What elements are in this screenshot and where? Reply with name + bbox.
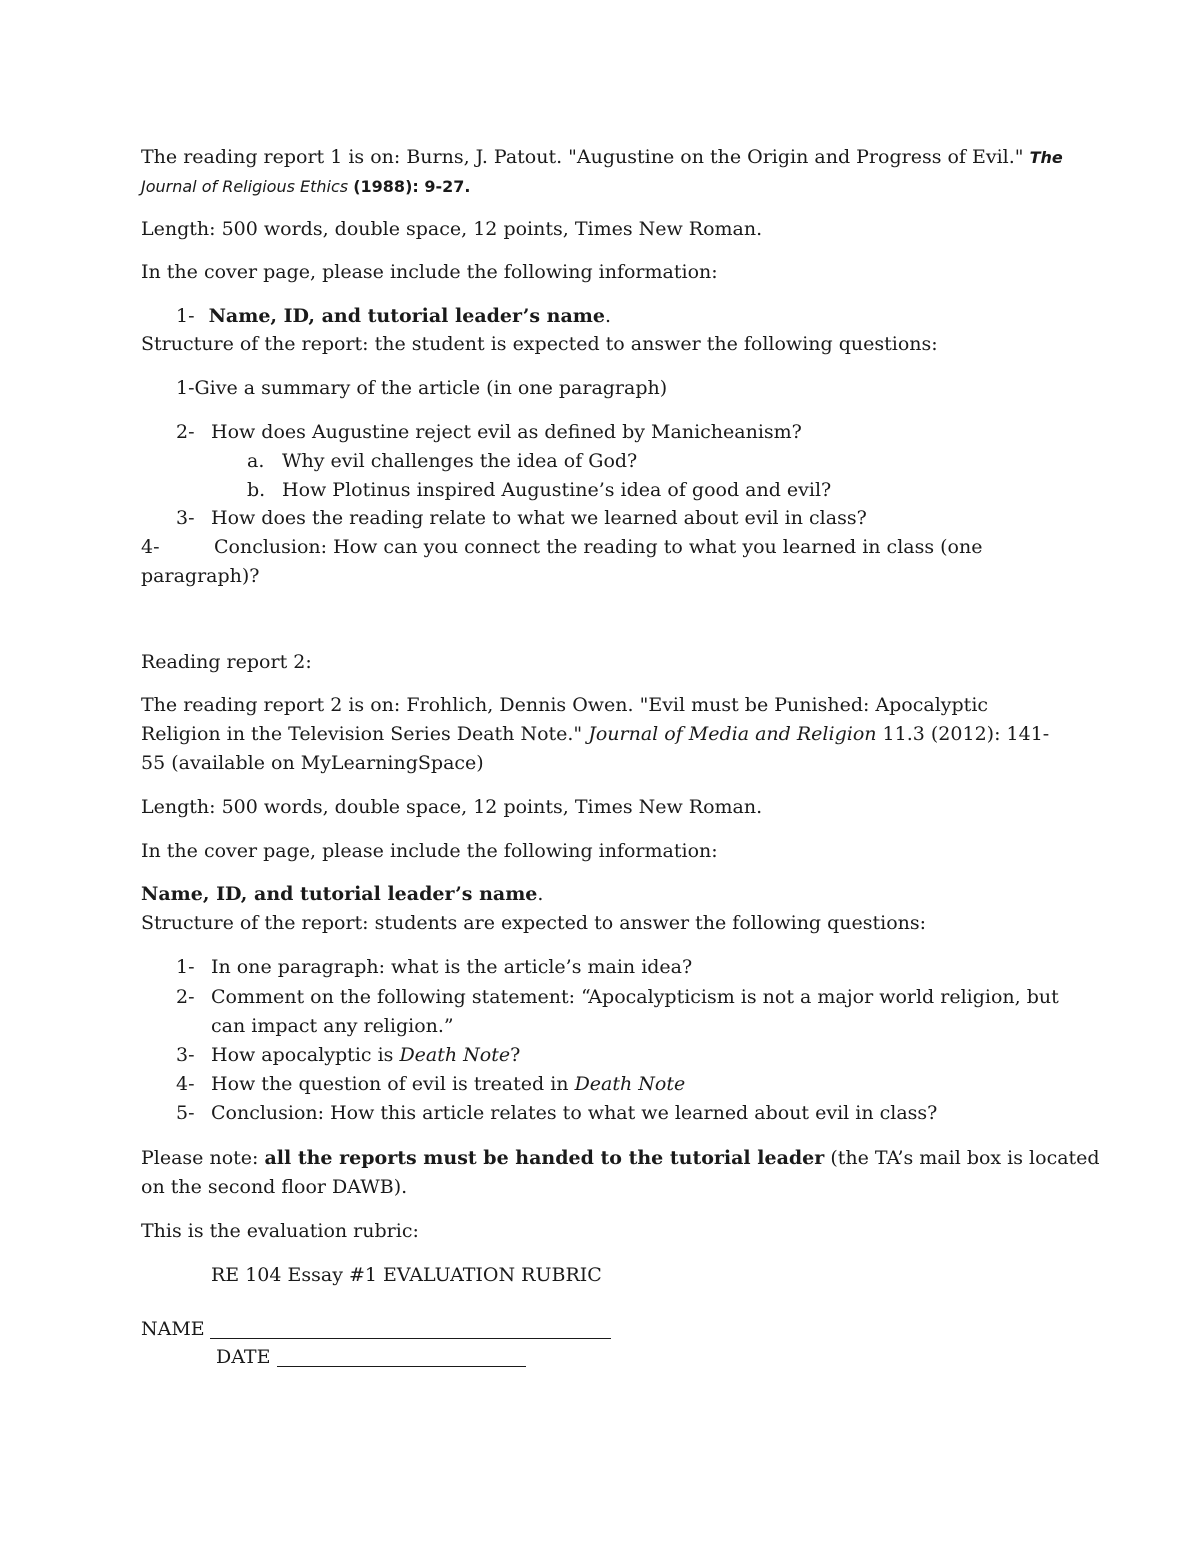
report1-cover-item — [176, 304, 611, 328]
list-number: 4- — [141, 536, 160, 558]
report1-length: Length: 500 words, double space, 12 points, Times New Roman. — [141, 218, 763, 240]
date-field-label: DATE — [216, 1346, 271, 1368]
note-line2: on the second floor DAWB). — [141, 1176, 408, 1198]
citation-text: Religion in the Television Series Death Note." — [141, 723, 583, 745]
rubric-title: RE 104 Essay #1 EVALUATION RUBRIC — [211, 1264, 602, 1286]
report1-cover-intro: In the cover page, please include the following information: — [141, 261, 718, 283]
list-letter: a. — [247, 450, 265, 472]
note-suffix: (the TA’s mail box is located — [830, 1147, 1100, 1169]
question-text: In one paragraph: what is the article’s main idea? — [211, 956, 693, 978]
report1-q2a — [247, 449, 638, 473]
report2-q3 — [176, 1043, 521, 1067]
report1-intro-line1 — [141, 145, 1063, 170]
report1-intro-line2 — [141, 175, 470, 199]
note-bold: all the reports must be handed to the tutorial leader — [264, 1147, 825, 1169]
title-italic: Death Note — [574, 1073, 686, 1095]
list-number: 1- — [176, 305, 195, 327]
report1-structure: Structure of the report: the student is expected to answer the following questions: — [141, 333, 938, 355]
question-text: How the question of evil is treated in — [211, 1073, 569, 1095]
report1-q4 — [141, 535, 983, 559]
question-text: How does Augustine reject evil as defined by Manicheanism? — [211, 421, 802, 443]
name-field-label: NAME — [141, 1318, 205, 1340]
list-number: 3- — [176, 1044, 195, 1066]
question-text: How Plotinus inspired Augustine’s idea of good and evil? — [282, 479, 832, 501]
report1-journal-the: The — [1029, 148, 1063, 167]
question-text: Conclusion: How can you connect the reading to what you learned in class (one — [214, 536, 983, 558]
report1-q1: 1-Give a summary of the article (in one paragraph) — [176, 377, 668, 399]
report2-heading: Reading report 2: — [141, 651, 312, 673]
report2-q5 — [176, 1101, 938, 1125]
cover-item-bold: Name, ID, and tutorial leader’s name — [208, 305, 605, 327]
question-mark: ? — [510, 1044, 521, 1066]
report2-intro-line2 — [141, 722, 1049, 746]
report2-structure: Structure of the report: students are expected to answer the following questions: — [141, 912, 927, 934]
question-text: Why evil challenges the idea of God? — [282, 450, 638, 472]
report2-length: Length: 500 words, double space, 12 points, Times New Roman. — [141, 796, 763, 818]
report1-journal-pages: (1988): 9-27. — [353, 177, 471, 196]
report1-q2b — [247, 478, 832, 502]
report1-q2 — [176, 420, 802, 444]
period: . — [537, 883, 544, 905]
report1-q4-line2: paragraph)? — [141, 565, 260, 587]
question-text: Conclusion: How this article relates to what we learned about evil in class? — [211, 1102, 938, 1124]
note-prefix: Please note: — [141, 1147, 259, 1169]
cover-item-bold: Name, ID, and tutorial leader’s name — [141, 883, 538, 905]
citation-text: 11.3 (2012): 141- — [882, 723, 1050, 745]
journal-name: Journal of Media and Religion — [588, 723, 877, 745]
report1-citation-text: The reading report 1 is on: Burns, J. Patout. "Augustine on the Origin and Progress of Evil." — [141, 146, 1024, 168]
report2-intro-line1: The reading report 2 is on: Frohlich, Dennis Owen. "Evil must be Punished: Apocalyptic — [141, 694, 989, 716]
question-text: How does the reading relate to what we learned about evil in class? — [211, 507, 867, 529]
list-number: 2- — [176, 421, 195, 443]
list-number: 5- — [176, 1102, 195, 1124]
report1-q3 — [176, 506, 867, 530]
name-field-line — [210, 1338, 611, 1339]
report2-q1 — [176, 955, 693, 979]
note-line1 — [141, 1146, 1100, 1170]
report2-cover-intro: In the cover page, please include the following information: — [141, 840, 718, 862]
list-number: 2- — [176, 986, 195, 1008]
list-number: 4- — [176, 1073, 195, 1095]
date-field-line — [277, 1366, 526, 1367]
period: . — [604, 305, 612, 327]
question-text: How apocalyptic is — [211, 1044, 394, 1066]
report2-intro-line3: 55 (available on MyLearningSpace) — [141, 752, 484, 774]
question-text: Comment on the following statement: “Apocalypticism is not a major world religion, but — [211, 986, 1059, 1008]
report2-q2 — [176, 985, 1059, 1009]
list-number: 1- — [176, 956, 195, 978]
report2-q4 — [176, 1072, 686, 1096]
title-italic: Death Note — [399, 1044, 511, 1066]
report1-journal-name: Journal of Religious Ethics — [141, 177, 349, 196]
report2-q2-line2: can impact any religion.” — [211, 1015, 454, 1037]
rubric-intro: This is the evaluation rubric: — [141, 1220, 419, 1242]
list-letter: b. — [247, 479, 266, 501]
report2-cover-item — [141, 882, 543, 906]
list-number: 3- — [176, 507, 195, 529]
